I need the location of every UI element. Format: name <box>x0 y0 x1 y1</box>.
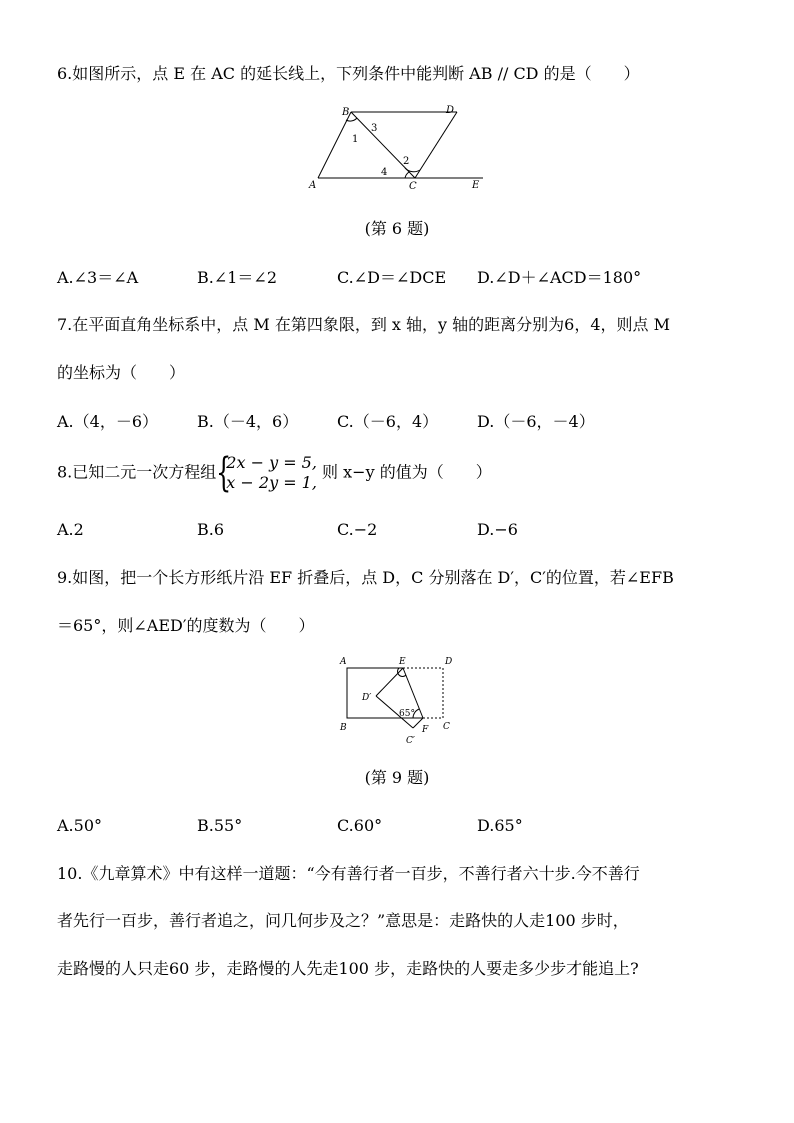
line-dc <box>415 112 457 178</box>
q10-line1: 10.《九章算术》中有这样一道题：“今有善行者一百步，不善行者六十步.今不善行 <box>57 864 640 883</box>
label-4: 4 <box>381 167 388 178</box>
label-c-prime: C′ <box>406 736 415 746</box>
label-f: F <box>422 725 429 735</box>
q9-option-d: D.65° <box>477 816 523 835</box>
q7-option-d: D.（－6，－4） <box>477 412 595 431</box>
q6-stem: 6.如图所示，点 E 在 AC 的延长线上，下列条件中能判断 AB // CD 的是（ ） <box>57 64 640 83</box>
q6-caption: (第 6 题) <box>364 219 430 238</box>
q8-option-b: B.6 <box>197 520 225 539</box>
q7-option-c: C.（－6，4） <box>337 412 439 431</box>
label-e: E <box>399 657 406 667</box>
label-b: B <box>342 107 350 118</box>
q10-line3: 走路慢的人只走60 步，走路慢的人先走100 步，走路快的人要走多少步才能追上? <box>57 959 639 978</box>
label-e: E <box>472 180 480 191</box>
q8-option-d: D.−6 <box>477 520 518 539</box>
label-c: C <box>409 181 417 192</box>
q8-stem-suffix: 则 x−y 的值为（ ） <box>322 462 492 482</box>
line-ab <box>318 112 351 178</box>
q6-option-a: A.∠3＝∠A <box>57 268 139 287</box>
brace-icon: { <box>216 449 232 496</box>
label-65-degrees: 65° <box>399 709 415 719</box>
q8-stem-prefix: 8.已知二元一次方程组 <box>57 462 217 482</box>
label-b: B <box>340 723 347 733</box>
label-a: A <box>309 180 317 191</box>
q8-stem <box>57 449 492 496</box>
q7-option-a: A.（4，－6） <box>57 412 159 431</box>
q9-option-c: C.60° <box>337 816 383 835</box>
label-d-prime: D′ <box>362 693 372 703</box>
q9-caption: (第 9 题) <box>364 768 430 787</box>
label-1: 1 <box>352 134 359 145</box>
q6-option-d: D.∠D＋∠ACD＝180° <box>477 268 642 287</box>
label-d: D <box>445 657 453 667</box>
q6-figure <box>305 102 495 194</box>
q7-stem-line2: 的坐标为（ ） <box>57 363 186 382</box>
q8-option-c: C.−2 <box>337 520 378 539</box>
label-c: C <box>443 722 450 732</box>
q7-option-b: B.（－4，6） <box>197 412 299 431</box>
label-d: D <box>446 105 455 116</box>
q8-option-a: A.2 <box>57 520 84 539</box>
q6-option-b: B.∠1＝∠2 <box>197 268 278 287</box>
line-ed-prime <box>376 668 403 696</box>
q9-option-a: A.50° <box>57 816 102 835</box>
q10-line2: 者先行一百步，善行者追之，问几何步及之？”意思是：走路快的人走100 步时， <box>57 911 629 930</box>
q9-stem-line2: ＝65°，则∠AED′的度数为（ ） <box>57 616 315 635</box>
q9-figure <box>333 652 465 750</box>
q8-eq1: 2x − y = 5, <box>226 452 317 472</box>
label-3: 3 <box>371 123 378 134</box>
label-a: A <box>340 657 347 667</box>
q9-stem-line1: 9.如图，把一个长方形纸片沿 EF 折叠后，点 D，C 分别落在 D′，C′的位置，若∠EFB <box>57 568 674 587</box>
q8-equation-system <box>216 449 317 496</box>
q7-stem-line1: 7.在平面直角坐标系中，点 M 在第四象限，到 x 轴，y 轴的距离分别为6，4，则点 M <box>57 315 670 334</box>
q8-eq2: x − 2y = 1, <box>226 472 317 492</box>
q6-option-c: C.∠D＝∠DCE <box>337 268 447 287</box>
label-2: 2 <box>403 156 410 167</box>
q9-option-b: B.55° <box>197 816 243 835</box>
